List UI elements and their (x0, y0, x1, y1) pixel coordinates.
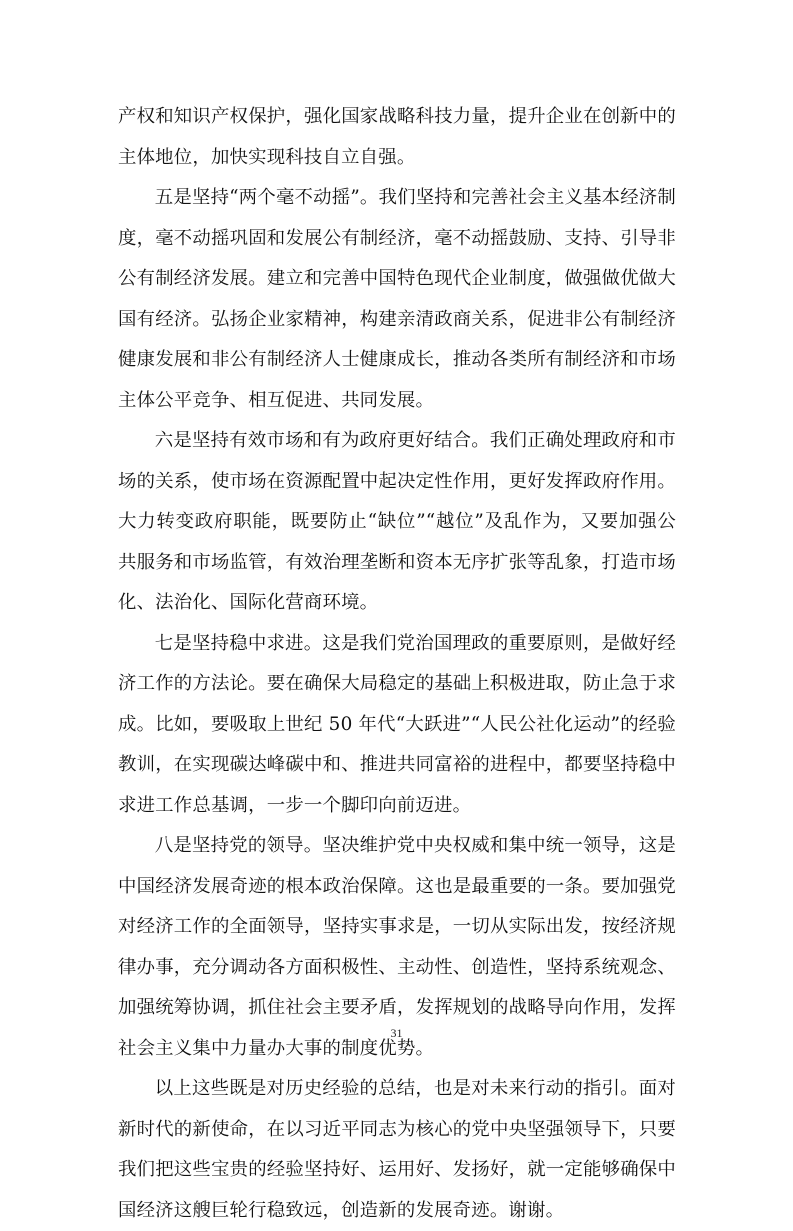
document-body (118, 97, 676, 1231)
paragraph-point-eight: 八是坚持党的领导。坚决维护党中央权威和集中统一领导，这是中国经济发展奇迹的根本政治保障。这也是最重要的一条。要加强党对经济工作的全面领导，坚持实事求是，一切从实际出发，按经济规律办事，充分调动各方面积极性、主动性、创造性，坚持系统观念、加强统筹协调，抓住社会主要矛盾，发挥规划的战略导向作用，发挥社会主义集中力量办大事的制度优势。 (118, 835, 676, 1059)
paragraph-continued: 产权和知识产权保护，强化国家战略科技力量，提升企业在创新中的主体地位，加快实现科技自立自强。 (118, 106, 676, 168)
page-number: 31 (390, 1026, 403, 1040)
paragraph-point-seven: 七是坚持稳中求进。这是我们党治国理政的重要原则，是做好经济工作的方法论。要在确保大局稳定的基础上积极进取，防止急于求成。比如，要吸取上世纪 50 年代“大跃进”“人民公社化运动”的经验教训，在实现碳达峰碳中和、推进共同富裕的进程中，都要坚持稳中求进工作总基调，一步一个脚印向前迈进。 (118, 632, 676, 816)
paragraph-point-six: 六是坚持有效市场和有为政府更好结合。我们正确处理政府和市场的关系，使市场在资源配置中起决定性作用，更好发挥政府作用。大力转变政府职能，既要防止“缺位”“越位”及乱作为，又要加强公共服务和市场监管，有效治理垄断和资本无序扩张等乱象，打造市场化、法治化、国际化营商环境。 (118, 430, 676, 613)
paragraph-conclusion: 以上这些既是对历史经验的总结，也是对未来行动的指引。面对新时代的新使命，在以习近平同志为核心的党中央坚强领导下，只要我们把这些宝贵的经验坚持好、运用好、发扬好，就一定能够确保中国经济这艘巨轮行稳致远，创造新的发展奇迹。谢谢。 (118, 1078, 676, 1221)
paragraph-point-five: 五是坚持“两个毫不动摇”。我们坚持和完善社会主义基本经济制度，毫不动摇巩固和发展公有制经济，毫不动摇鼓励、支持、引导非公有制经济发展。建立和完善中国特色现代企业制度，做强做优做大国有经济。弘扬企业家精神，构建亲清政商关系，促进非公有制经济健康发展和非公有制经济人士健康成长，推动各类所有制经济和市场主体公平竞争、相互促进、共同发展。 (118, 187, 676, 411)
